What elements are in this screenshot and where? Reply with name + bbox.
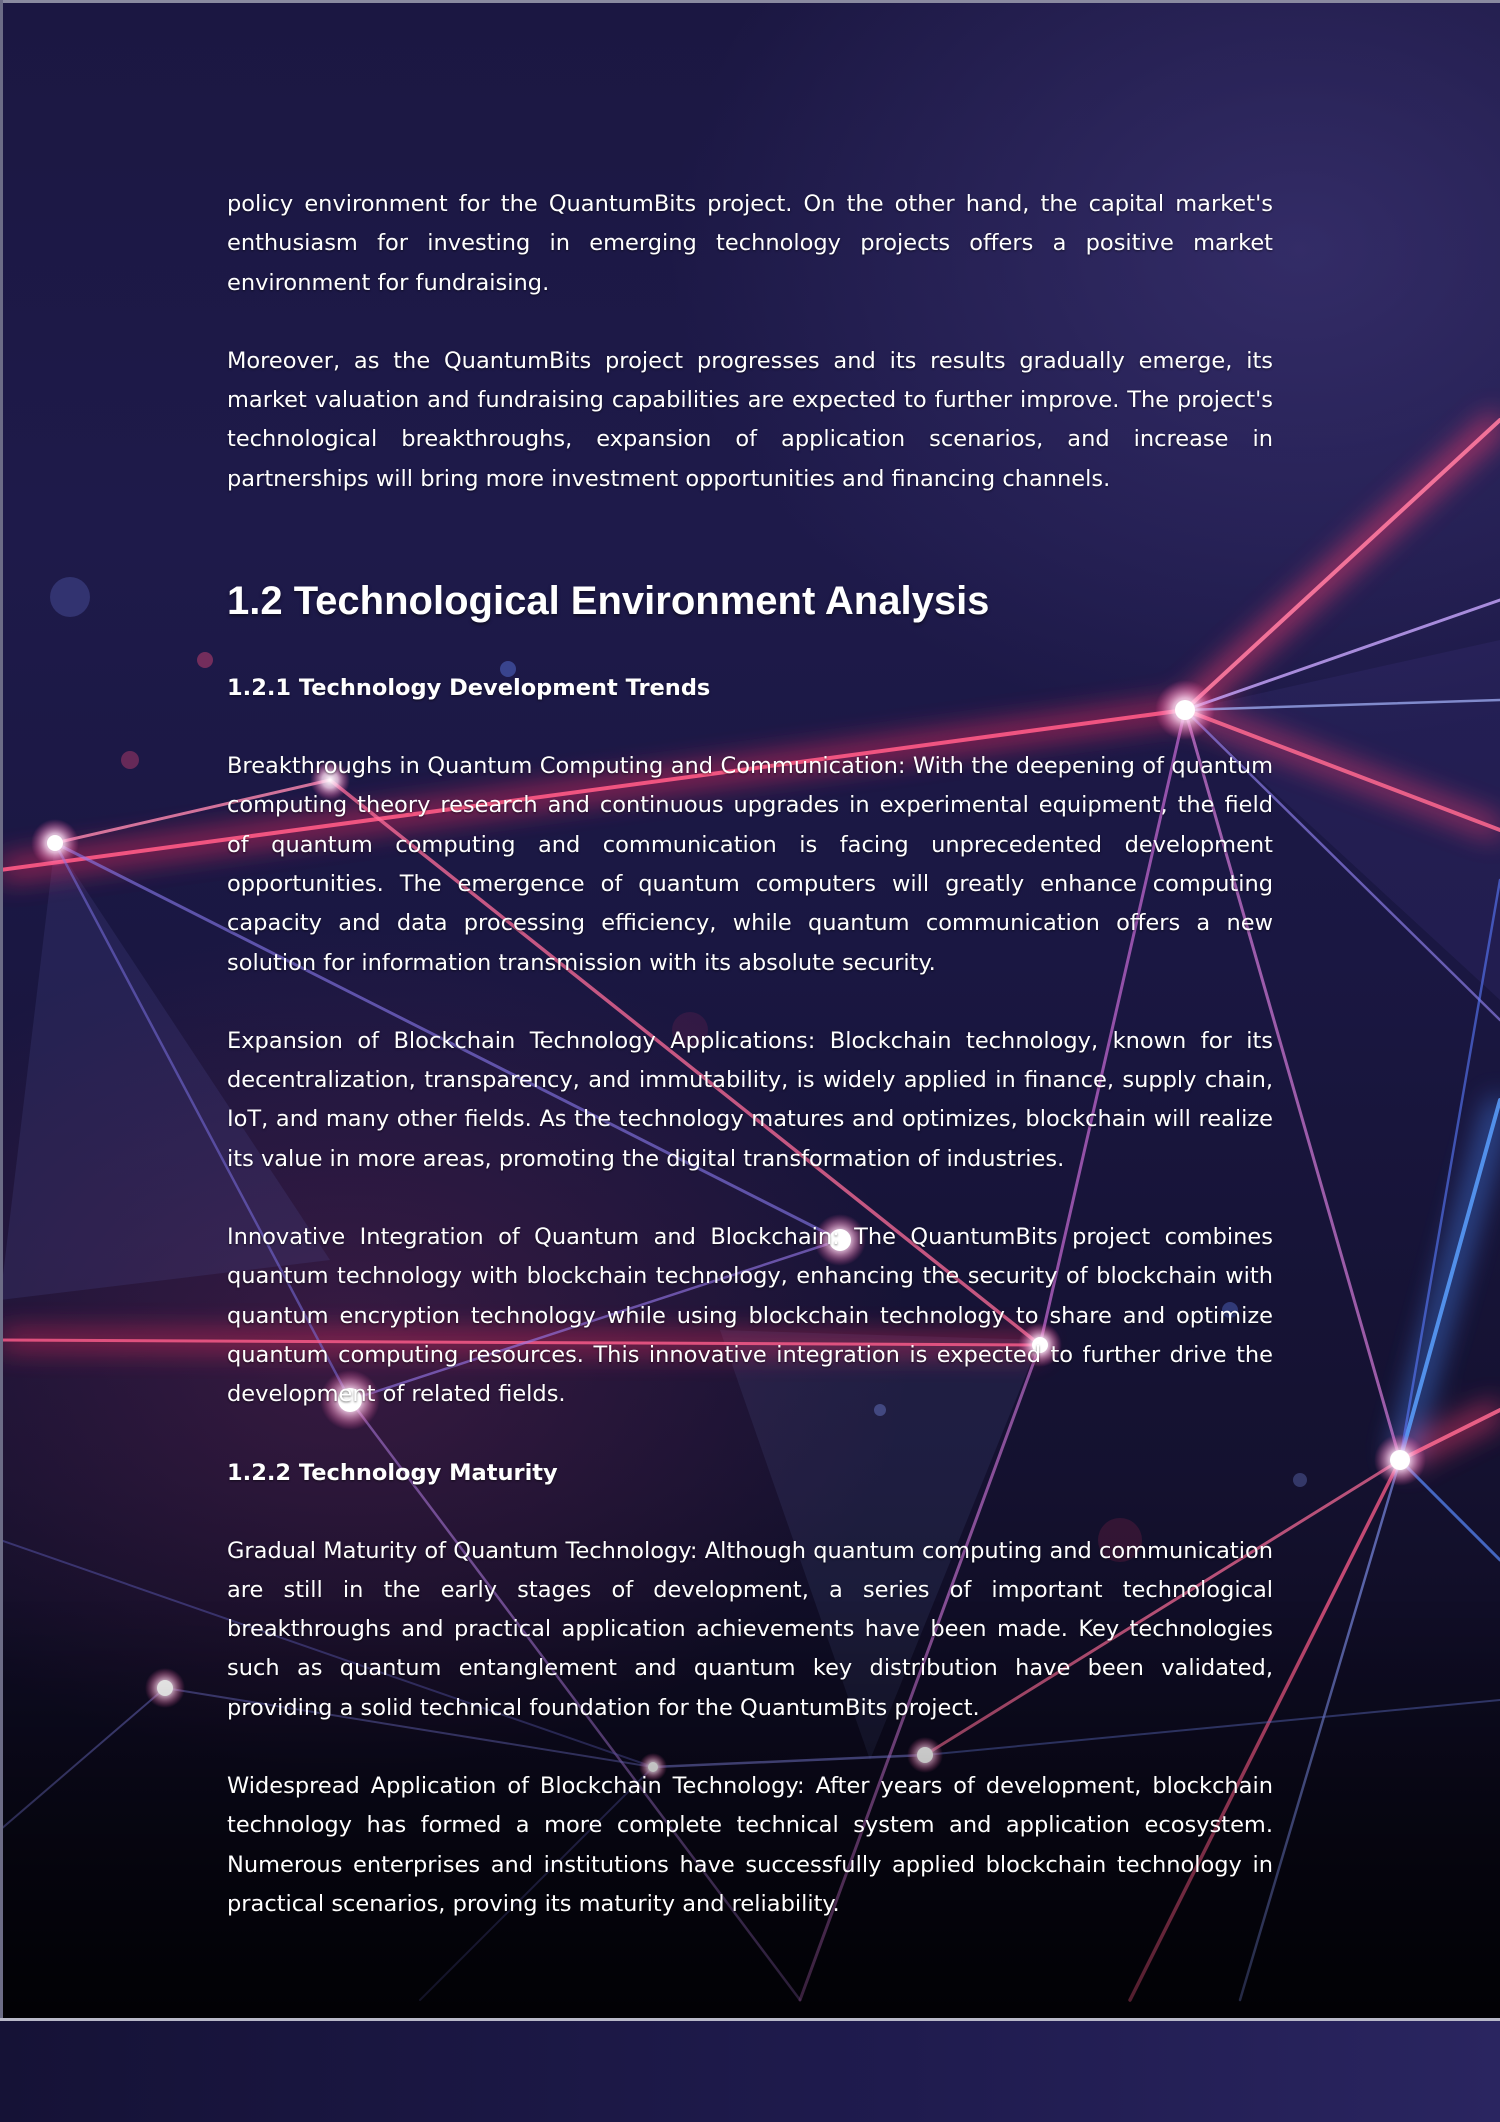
- paragraph: Expansion of Blockchain Technology Applications: Blockchain technology, known for its decentralization, transparency, and immutability, is widely applied in finance, supply chain, IoT, and many other fields. As the technology matures and optimizes, blockchain will realize its value in more areas, promoting the digital transformation of industries.: [227, 1027, 1273, 1172]
- paragraph: Innovative Integration of Quantum and Blockchain: The QuantumBits project combines quantum technology with blockchain technology, enhancing the security of blockchain with quantum encryption technology while using blockchain technology to share and optimize quantum computing resources. This innovative integration is expected to further drive the development of related fields.: [227, 1224, 1273, 1408]
- paragraph: Moreover, as the QuantumBits project progresses and its results gradually emerge, its market valuation and fundraising capabilities are expected to further improve. The project's technological breakthroughs, expansion of application scenarios, and increase in partnerships will bring more investment opportunities and financing channels.: [227, 347, 1273, 492]
- paragraph: Widespread Application of Blockchain Technology: After years of development, blockchain technology has formed a more complete technical system and application ecosystem. Numerous enterprises and institutions have successfully applied blockchain technology in practical scenarios, proving its maturity and reliability.: [227, 1773, 1273, 1917]
- page-frame-top: [0, 0, 1500, 3]
- paragraph: policy environment for the QuantumBits project. On the other hand, the capital market's enthusiasm for investing in emerging technology projects offers a positive market environment for fundraising.: [227, 191, 1273, 296]
- subsection-heading: 1.2.2 Technology Maturity: [227, 1459, 558, 1486]
- subsection-heading: 1.2.1 Technology Development Trends: [227, 675, 711, 702]
- page-footer: [0, 2021, 1500, 2122]
- section-heading: 1.2 Technological Environment Analysis: [227, 579, 990, 624]
- document-body: [227, 185, 1273, 1963]
- paragraph: Breakthroughs in Quantum Computing and Communication: With the deepening of quantum computing theory research and continuous upgrades in experimental equipment, the field of quantum computing and communication is facing unprecedented development opportunities. The emergence of quantum computers will greatly enhance computing capacity and data processing efficiency, while quantum communication offers a new solution for information transmission with its absolute security.: [227, 753, 1273, 976]
- page-frame-left: [0, 0, 3, 2122]
- paragraph: Gradual Maturity of Quantum Technology: Although quantum computing and communication are still in the early stages of development, a series of important technological breakthroughs and practical application achievements have been made. Key technologies such as quantum entanglement and quantum key distribution have been validated, providing a solid technical foundation for the QuantumBits project.: [227, 1537, 1273, 1721]
